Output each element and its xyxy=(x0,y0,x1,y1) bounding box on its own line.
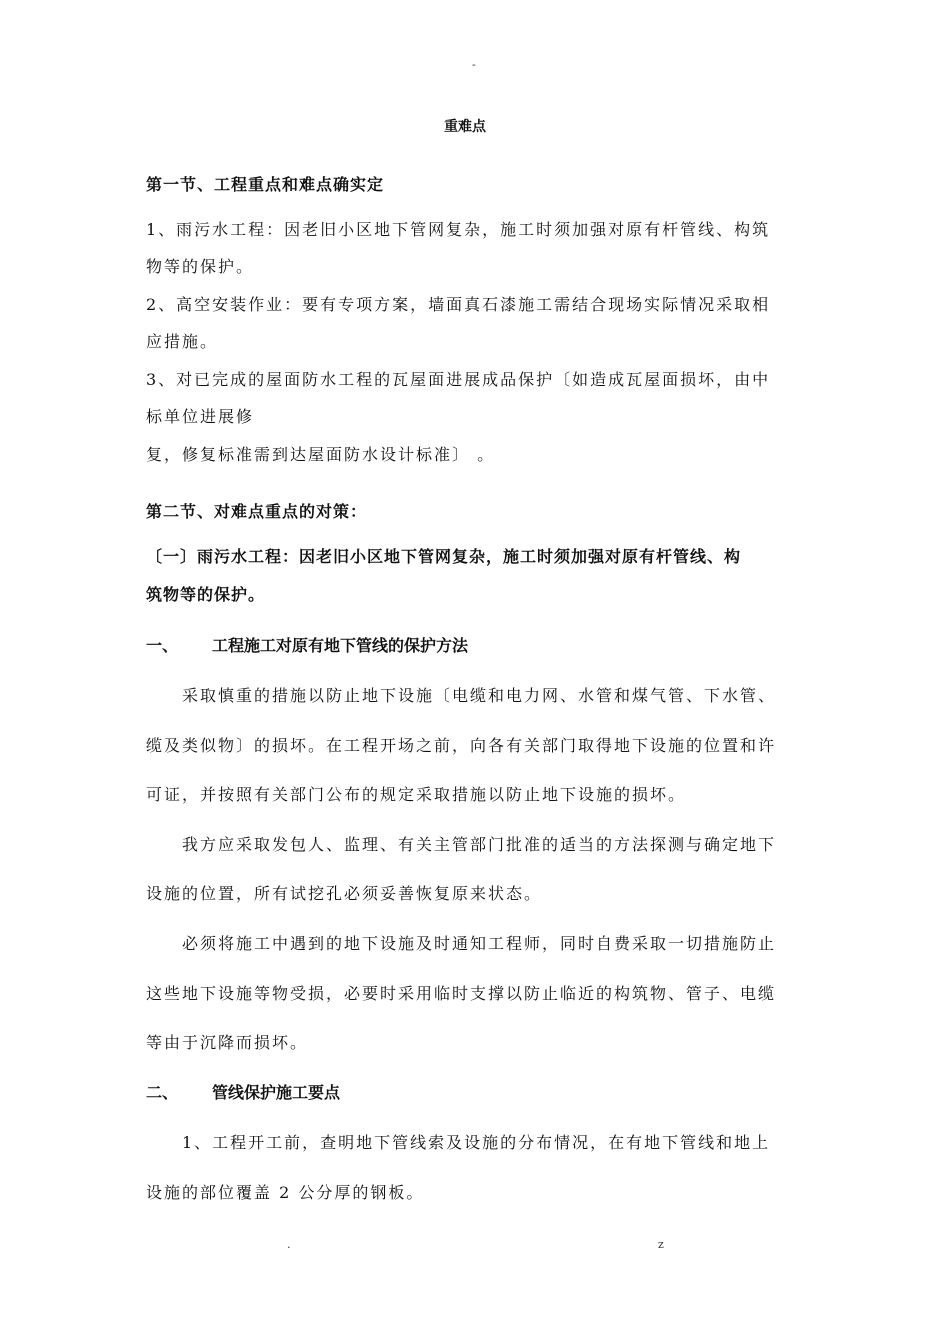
header-mark: - xyxy=(472,58,476,71)
section1-item1-line2: 物等的保护。 xyxy=(146,257,255,276)
section1-item3-line1: 3、对已完成的屋面防水工程的瓦屋面进展成品保护〔如造成瓦屋面损坏，由中 xyxy=(146,370,771,389)
section1-item3-line3: 复，修复标准需到达屋面防水设计标准〕 。 xyxy=(146,445,496,464)
section2-sub1-line2: 筑物等的保护。 xyxy=(146,585,266,604)
page-title: 重难点 xyxy=(444,119,486,135)
part1-para1-line1: 采取慎重的措施以防止地下设施〔电缆和电力网、水管和煤气管、下水管、 xyxy=(182,686,777,705)
part1-title: 工程施工对原有地下管线的保护方法 xyxy=(212,636,469,655)
part2-para1-line2: 设施的部位覆盖 2 公分厚的钢板。 xyxy=(146,1183,425,1202)
part1-para3-line2: 这些地下设施等物受损，必要时采用临时支撑以防止临近的构筑物、管子、电缆 xyxy=(146,984,777,1003)
footer-right-mark: z xyxy=(658,1238,664,1251)
part2-number: 二、 xyxy=(146,1083,179,1102)
footer-left-mark: . xyxy=(287,1238,291,1251)
part1-para3-line3: 等由于沉降而损坏。 xyxy=(146,1033,309,1052)
part1-para2-line2: 设施的位置，所有试挖孔必须妥善恢复原来状态。 xyxy=(146,884,543,903)
part2-para1-line1: 1、工程开工前，查明地下管线索及设施的分布情况，在有地下管线和地上 xyxy=(182,1133,771,1152)
section1-item3-line2: 标单位进展修 xyxy=(146,407,255,426)
part1-para3-line1: 必须将施工中遇到的地下设施及时通知工程师，同时自费采取一切措施防止 xyxy=(182,934,777,953)
section1-item2-line1: 2、高空安装作业：要有专项方案，墙面真石漆施工需结合现场实际情况采取相 xyxy=(146,295,771,314)
part1-para1-line3: 可证，并按照有关部门公布的规定采取措施以防止地下设施的损坏。 xyxy=(146,785,687,804)
section1-item1-line1: 1、雨污水工程：因老旧小区地下管网复杂，施工时须加强对原有杆管线、构筑 xyxy=(146,220,771,239)
section1-heading: 第一节、工程重点和难点确实定 xyxy=(146,175,385,194)
part1-para2-line1: 我方应采取发包人、监理、有关主管部门批准的适当的方法探测与确定地下 xyxy=(182,835,777,854)
section2-sub1-line1: 〔一〕雨污水工程：因老旧小区地下管网复杂，施工时须加强对原有杆管线、构 xyxy=(146,547,742,566)
part1-number: 一、 xyxy=(146,636,179,655)
part2-title: 管线保护施工要点 xyxy=(212,1083,341,1102)
section1-item2-line2: 应措施。 xyxy=(146,332,219,351)
part1-para1-line2: 缆及类似物〕的损坏。在工程开场之前，向各有关部门取得地下设施的位置和许 xyxy=(146,736,777,755)
section2-heading: 第二节、对难点重点的对策： xyxy=(146,502,368,521)
